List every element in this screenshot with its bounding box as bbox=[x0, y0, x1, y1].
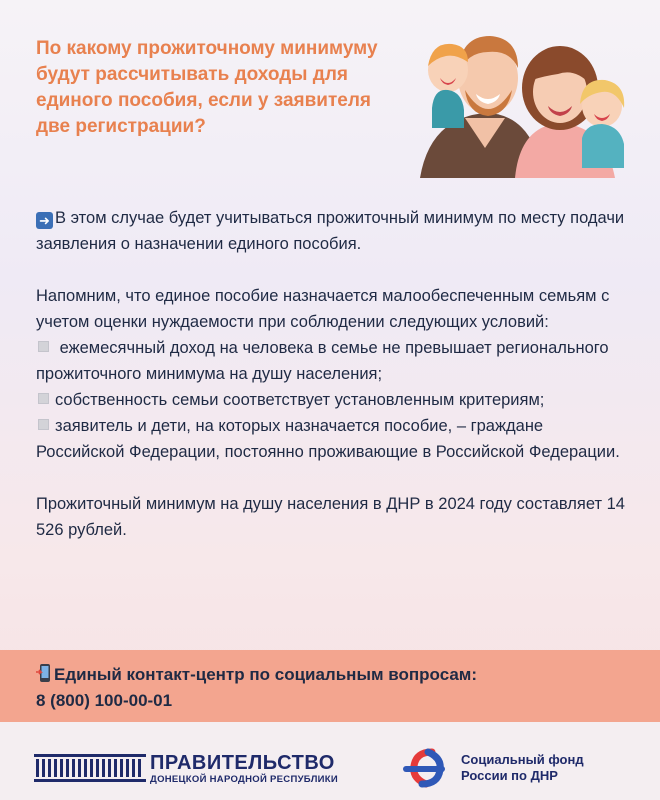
mobile-phone-icon bbox=[36, 663, 52, 683]
contact-block bbox=[36, 662, 477, 714]
arrow-right-icon: ➜ bbox=[36, 212, 53, 229]
answer-paragraph bbox=[36, 205, 636, 257]
square-bullet-icon bbox=[38, 341, 49, 352]
government-building-logo bbox=[34, 754, 146, 782]
intro-paragraph: Напомним, что единое пособие назначается малообеспеченным семьям с учетом оценки нуждаемости при соблюдении следующих условий: bbox=[36, 287, 610, 331]
social-fund-line2: России по ДНР bbox=[461, 768, 558, 783]
social-fund-line1: Социальный фонд bbox=[461, 752, 584, 767]
family-illustration bbox=[410, 18, 640, 178]
contact-label-row bbox=[36, 662, 477, 688]
page-title: По какому прожиточному минимуму будут рассчитывать доходы для единого пособия, если у заявителя две регистрации? bbox=[36, 38, 378, 137]
minimum-paragraph: Прожиточный минимум на душу населения в ДНР в 2024 году составляет 14 526 рублей. bbox=[36, 495, 625, 539]
contact-band bbox=[0, 650, 660, 722]
condition-item bbox=[36, 335, 636, 387]
square-bullet-icon bbox=[38, 419, 49, 430]
answer-text: В этом случае будет учитываться прожиточный минимум по месту подачи заявления о назначении единого пособия. bbox=[36, 209, 625, 253]
government-subtitle: ДОНЕЦКОЙ НАРОДНОЙ РЕСПУБЛИКИ bbox=[150, 774, 339, 785]
footer bbox=[0, 722, 660, 800]
social-fund-name bbox=[461, 752, 584, 784]
social-fund-logo bbox=[402, 748, 452, 788]
government-title: ПРАВИТЕЛЬСТВО bbox=[150, 752, 335, 774]
condition-text: собственность семьи соответствует установленным критериям; bbox=[55, 391, 545, 409]
square-bullet-icon bbox=[38, 393, 49, 404]
condition-text: заявитель и дети, на которых назначается пособие, – граждане Российской Федерации, постоянно проживающие в Российской Федерации. bbox=[36, 417, 620, 461]
contact-label: Единый контакт-центр по социальным вопросам: bbox=[54, 665, 478, 684]
condition-text: ежемесячный доход на человека в семье не превышает регионального прожиточного минимума на душу населения; bbox=[36, 339, 609, 383]
condition-item bbox=[36, 413, 636, 465]
content-body bbox=[36, 205, 636, 543]
condition-item bbox=[36, 387, 636, 413]
contact-phone[interactable]: 8 (800) 100-00-01 bbox=[36, 691, 173, 710]
